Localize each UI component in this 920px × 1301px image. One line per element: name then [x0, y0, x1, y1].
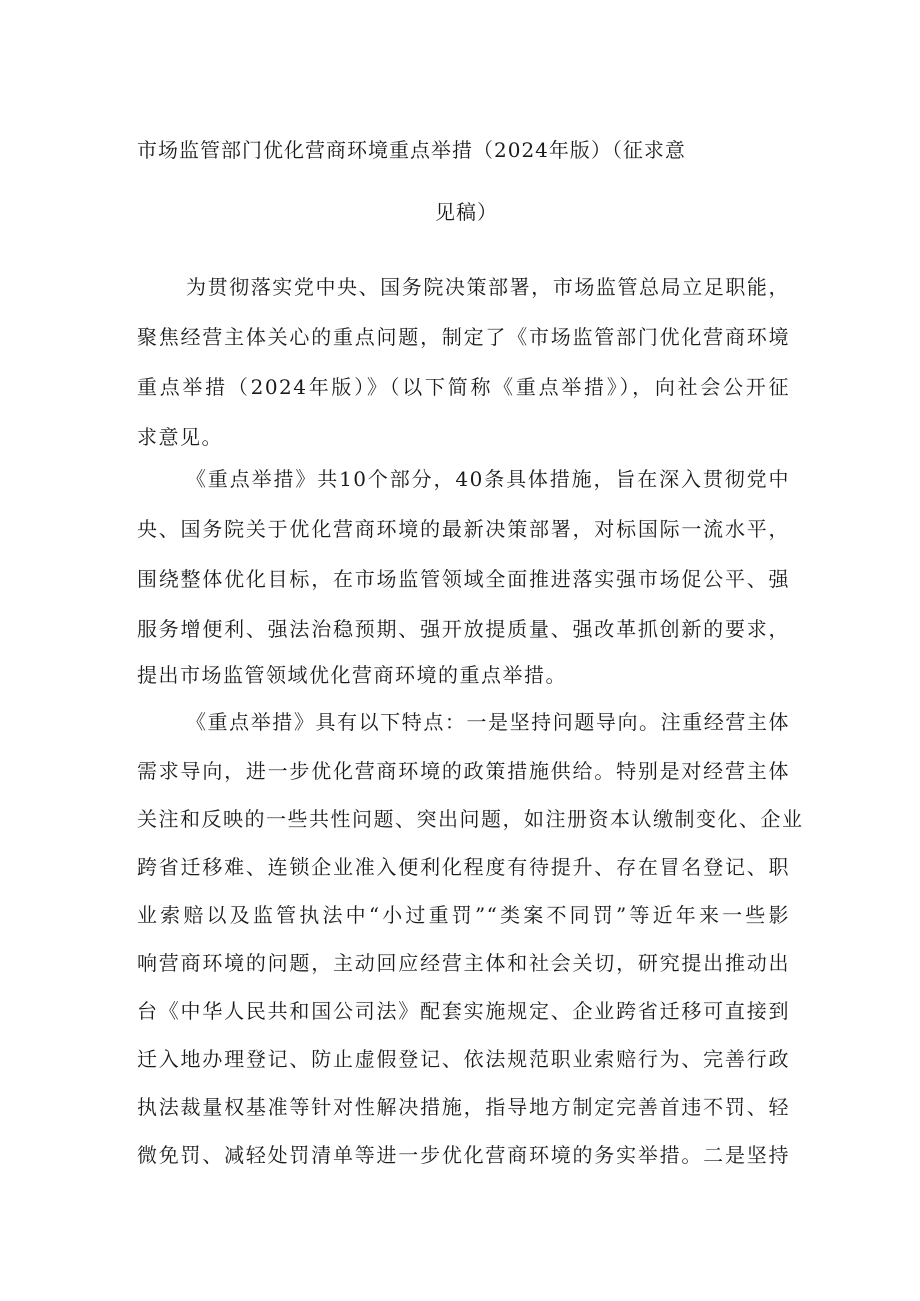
paragraph-3-line-4: 跨省迁移难、连锁企业准入便利化程度有待提升、存在冒名登记、职 [137, 855, 790, 879]
paragraph-2-line-3: 围绕整体优化目标，在市场监管领域全面推进落实强市场促公平、强 [137, 567, 790, 591]
paragraph-3-line-8: 迁入地办理登记、防止虚假登记、依法规范职业索赔行为、完善行政 [137, 1047, 790, 1071]
paragraph-1-line-4: 求意见。 [137, 425, 223, 449]
paragraph-3-line-1: 《重点举措》具有以下特点：一是坚持问题导向。注重经营主体 [186, 710, 790, 734]
paragraph-2-line-5: 提出市场监管领域优化营商环境的重点举措。 [137, 663, 567, 687]
paragraph-3-line-2: 需求导向，进一步优化营商环境的政策措施供给。特别是对经营主体 [137, 759, 790, 783]
paragraph-2-line-4: 服务增便利、强法治稳预期、强开放提质量、强改革抓创新的要求， [137, 617, 790, 641]
paragraph-2-line-2: 央、国务院关于优化营商环境的最新决策部署，对标国际一流水平， [137, 517, 790, 541]
paragraph-1-line-1: 为贯彻落实党中央、国务院决策部署，市场监管总局立足职能， [186, 275, 790, 299]
document-title-line-2: 见稿） [435, 200, 498, 224]
paragraph-3-line-9: 执法裁量权基准等针对性解决措施，指导地方制定完善首违不罚、轻 [137, 1095, 790, 1119]
paragraph-1-line-2: 聚焦经营主体关心的重点问题，制定了《市场监管部门优化营商环境 [137, 325, 790, 349]
paragraph-3-line-5: 业索赔以及监管执法中“小过重罚”“类案不同罚”等近年来一些影 [137, 903, 790, 927]
paragraph-2-line-1: 《重点举措》共10个部分，40条具体措施，旨在深入贯彻党中 [186, 467, 790, 491]
paragraph-3-line-10: 微免罚、减轻处罚清单等进一步优化营商环境的务实举措。二是坚持 [137, 1143, 790, 1167]
paragraph-3-line-6: 响营商环境的问题，主动回应经营主体和社会关切，研究提出推动出 [137, 951, 790, 975]
paragraph-1-line-3: 重点举措（2024年版）》（以下简称《重点举措》），向社会公开征 [137, 375, 790, 399]
paragraph-3-line-7: 台《中华人民共和国公司法》配套实施规定、企业跨省迁移可直接到 [137, 999, 790, 1023]
paragraph-3-line-3: 关注和反映的一些共性问题、突出问题，如注册资本认缴制变化、企业 [137, 807, 804, 831]
document-title-line-1: 市场监管部门优化营商环境重点举措（2024年版）（征求意 [137, 138, 686, 162]
